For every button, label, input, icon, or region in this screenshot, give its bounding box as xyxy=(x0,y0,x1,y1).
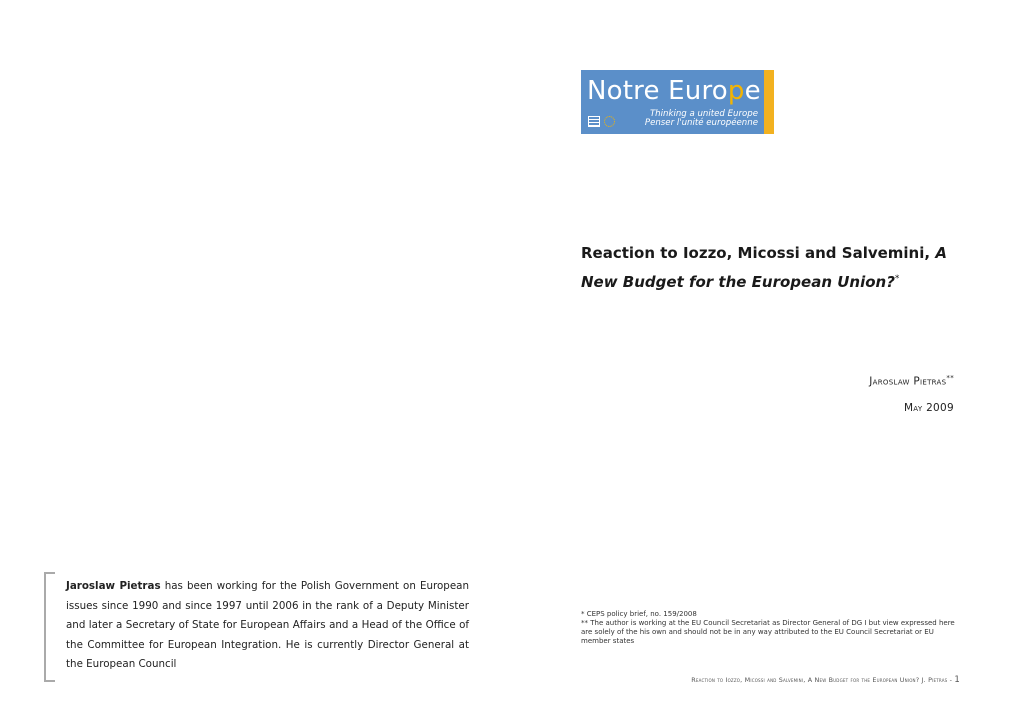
notre-europe-logo xyxy=(581,70,774,134)
bio-bracket xyxy=(44,572,55,682)
bio-text: has been working for the Polish Government on European issues since 1990 and since 1997 until 2006 in the rank of a Deputy Minister and later a Secretary of State for European Affairs and a Head of the Office of the Committee for European Integration. He is currently Director General at the European Council xyxy=(66,580,470,670)
bio-author-name: Jaroslaw Pietras xyxy=(66,580,161,592)
page-number: 1 xyxy=(954,675,960,685)
logo-wordmark: Notre Europe xyxy=(587,76,761,106)
footnotes xyxy=(581,610,961,646)
footnote-2: ** The author is working at the EU Council Secretariat as Director General of DG I but view expressed here are solely of the his own and should not be in any way attributed to the EU Council Secretariat or EU member states xyxy=(581,619,955,645)
author-name: Jaroslaw Pietras** xyxy=(869,374,954,388)
footnote-1: * CEPS policy brief, no. 159/2008 xyxy=(581,610,697,618)
logo-tagline xyxy=(608,110,758,128)
author-footnote-marker: ** xyxy=(946,374,954,382)
publication-date: May 2009 xyxy=(903,402,954,414)
logo-grid-icon xyxy=(588,116,600,127)
logo-tagline-en: Thinking a united Europe xyxy=(649,109,758,119)
logo-tagline-fr: Penser l'unité européenne xyxy=(644,118,758,128)
running-footer: Reaction to Iozzo, Micossi and Salvemini, A New Budget for the European Union? J. Pietras - 1 xyxy=(691,675,960,685)
author-bio xyxy=(66,577,469,675)
document-title: Reaction to Iozzo, Micossi and Salvemini, A New Budget for the European Union?* xyxy=(581,244,947,291)
